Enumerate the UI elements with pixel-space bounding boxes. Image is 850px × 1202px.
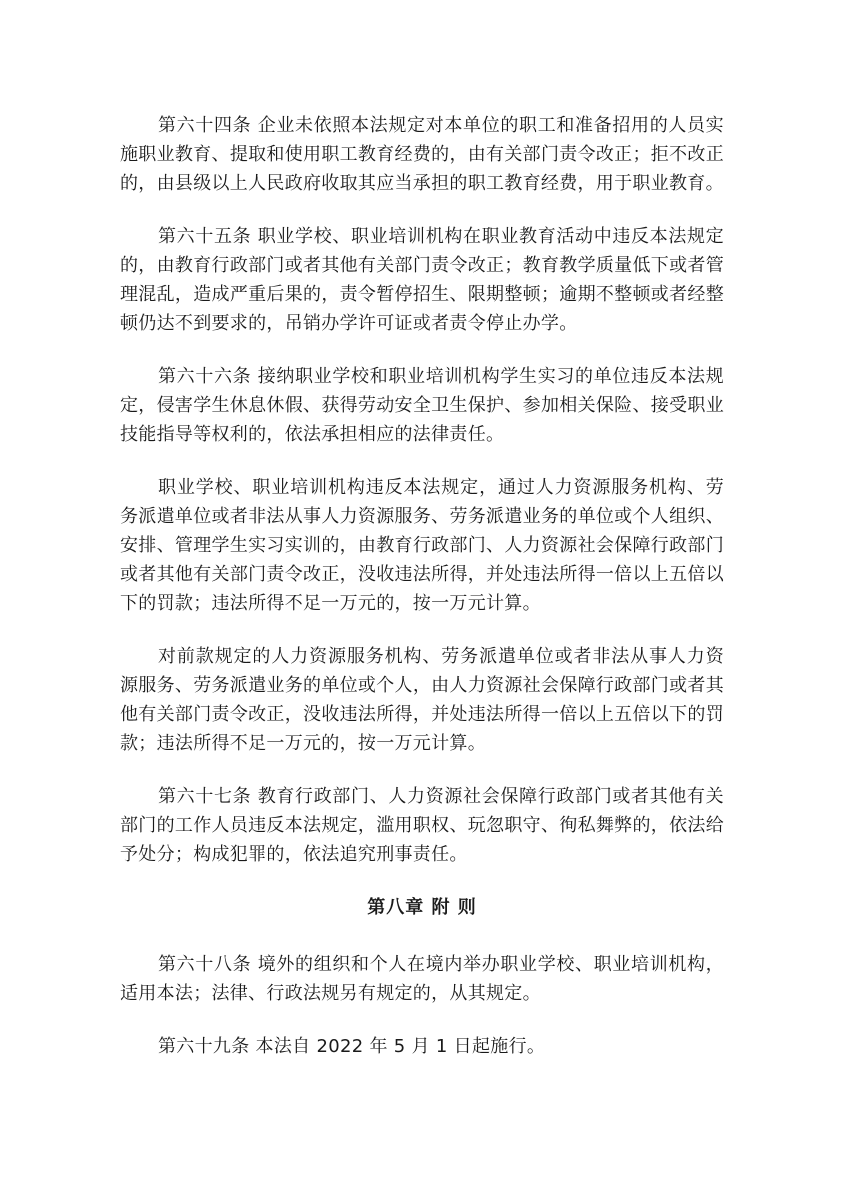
article-67: 第六十七条 教育行政部门、人力资源社会保障行政部门或者其他有关部门的工作人员违反本法规定，滥用职权、玩忽职守、徇私舞弊的，依法给予处分；构成犯罪的，依法追究刑事责任。 xyxy=(120,786,724,865)
article-64: 第六十四条 企业未依照本法规定对本单位的职工和准备招用的人员实施职业教育、提取和使用职工教育经费的，由有关部门责令改正；拒不改正的，由县级以上人民政府收取其应当承担的职工教育经费，用于职业教育。 xyxy=(120,115,724,194)
article-69: 第六十九条 本法自 2022 年 5 月 1 日起施行。 xyxy=(158,1036,546,1057)
document-body xyxy=(120,111,724,1061)
article-68: 第六十八条 境外的组织和个人在境内举办职业学校、职业培训机构，适用本法；法律、行政法规另有规定的，从其规定。 xyxy=(120,954,724,1004)
article-66-paragraph-2: 职业学校、职业培训机构违反本法规定，通过人力资源服务机构、劳务派遣单位或者非法从事人力资源服务、劳务派遣业务的单位或个人组织、安排、管理学生实习实训的，由教育行政部门、人力资源社会保障行政部门或者其他有关部门责令改正，没收违法所得，并处违法所得一倍以上五倍以下的罚款；违法所得不足一万元的，按一万元计算。 xyxy=(120,477,724,614)
chapter-heading: 第八章 附 则 xyxy=(367,897,477,918)
article-66: 第六十六条 接纳职业学校和职业培训机构学生实习的单位违反本法规定，侵害学生休息休假、获得劳动安全卫生保护、参加相关保险、接受职业技能指导等权利的，依法承担相应的法律责任。 xyxy=(120,366,724,445)
article-65: 第六十五条 职业学校、职业培训机构在职业教育活动中违反本法规定的，由教育行政部门或者其他有关部门责令改正；教育教学质量低下或者管理混乱，造成严重后果的，责令暂停招生、限期整顿；逾期不整顿或者经整顿仍达不到要求的，吊销办学许可证或者责令停止办学。 xyxy=(120,226,724,334)
article-66-paragraph-3: 对前款规定的人力资源服务机构、劳务派遣单位或者非法从事人力资源服务、劳务派遣业务的单位或个人，由人力资源社会保障行政部门或者其他有关部门责令改正，没收违法所得，并处违法所得一倍以上五倍以下的罚款；违法所得不足一万元的，按一万元计算。 xyxy=(120,646,724,754)
